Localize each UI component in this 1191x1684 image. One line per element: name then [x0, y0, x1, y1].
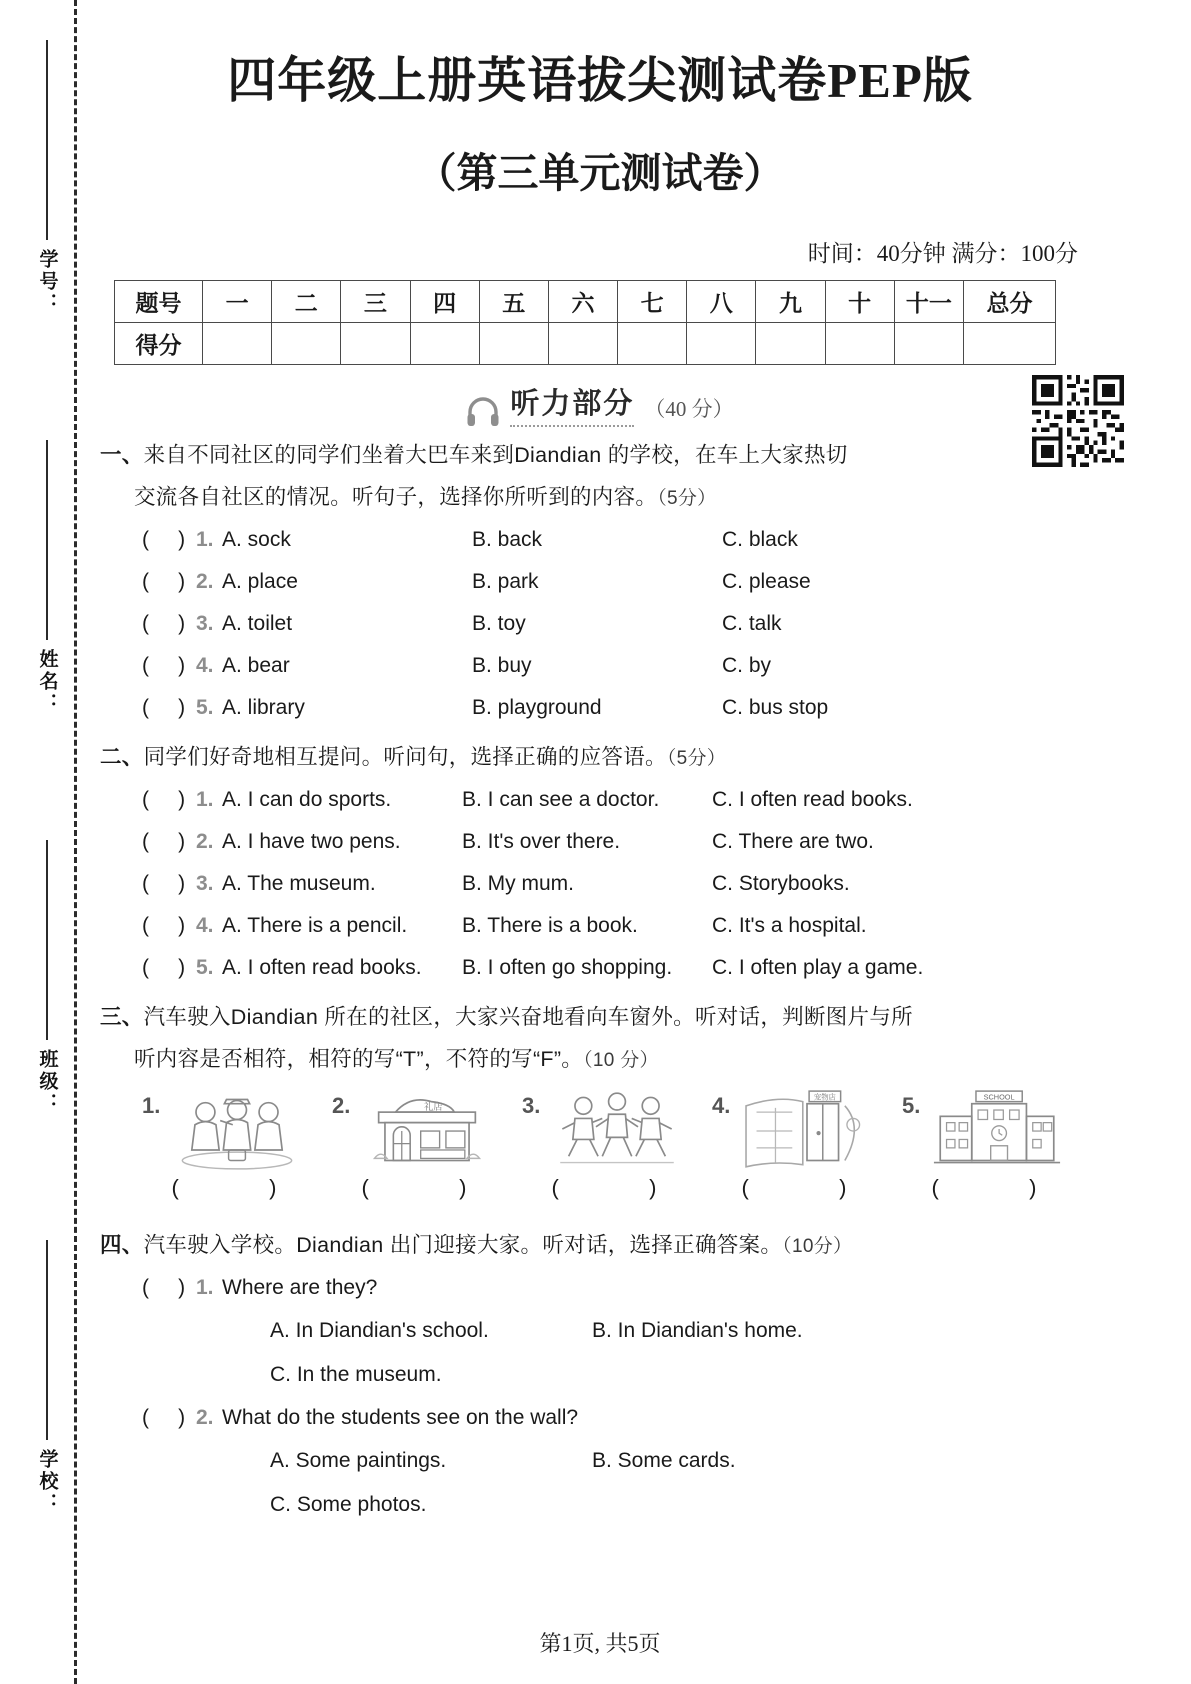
option-c[interactable]: C. by: [722, 653, 772, 677]
headphone-icon: [466, 397, 500, 427]
score-cell-5[interactable]: [479, 323, 548, 365]
answer-bracket[interactable]: ( ): [171, 1174, 303, 1200]
score-table-col-3: 三: [341, 281, 410, 323]
score-table: [114, 280, 1056, 365]
score-table-score-row: [115, 323, 1056, 365]
section-1-text-line2: 交流各自社区的情况。听句子，选择你所听到的内容。: [134, 484, 658, 509]
seal-rule: [46, 1240, 48, 1440]
option-c[interactable]: C. black: [722, 527, 798, 551]
picture-index: 1.: [142, 1092, 161, 1118]
section-1-question-5[interactable]: [100, 687, 1100, 729]
answer-bracket[interactable]: ( ): [142, 955, 186, 979]
score-table-col-9: 九: [756, 281, 825, 323]
option-c[interactable]: C. It's a hospital.: [712, 913, 867, 937]
section-1-question-2[interactable]: [100, 561, 1100, 603]
section-4-text: 汽车驶入学校。Diandian 出门迎接大家。听对话，选择正确答案。: [143, 1232, 783, 1257]
gift-shop-picture: [358, 1089, 496, 1171]
answer-bracket[interactable]: ( ): [142, 787, 186, 811]
section-4-question-2[interactable]: [100, 1397, 1100, 1439]
section-1-points: （5分）: [657, 487, 717, 509]
section-3-text-line1: 汽车驶入Diandian 所在的社区，大家兴奋地看向车窗外。听对话，判断图片与所: [143, 1004, 913, 1029]
listening-section-title: 听力部分: [510, 381, 634, 427]
section-4-points: （10分）: [782, 1235, 853, 1257]
option-b[interactable]: B. There is a book.: [462, 913, 638, 937]
page-title: 四年级上册英语拔尖测试卷PEP版: [227, 53, 973, 108]
exam-page: [100, 0, 1100, 1684]
option-a[interactable]: A. I can do sports.: [222, 787, 392, 811]
option-c[interactable]: C. I often play a game.: [712, 955, 924, 979]
score-cell-2[interactable]: [272, 323, 341, 365]
question-number: 4.: [196, 913, 214, 937]
answer-bracket[interactable]: ( ): [142, 1275, 186, 1299]
school-building-picture: [928, 1089, 1066, 1171]
answer-bracket[interactable]: ( ): [931, 1174, 1063, 1200]
option-a[interactable]: A. I have two pens.: [222, 829, 401, 853]
children-picnic-picture: [168, 1089, 306, 1171]
picture-index: 4.: [712, 1092, 731, 1118]
section-2-question-3[interactable]: [100, 863, 1100, 905]
option-b[interactable]: B. In Diandian's home.: [592, 1318, 803, 1342]
answer-bracket[interactable]: ( ): [142, 913, 186, 937]
option-a[interactable]: A. place: [222, 569, 298, 593]
section-2-number: 二、: [100, 744, 144, 769]
section-2-heading: [100, 737, 1100, 779]
section-2-text: 同学们好奇地相互提问。听问句，选择正确的应答语。: [143, 744, 667, 769]
question-stem: What do the students see on the wall?: [222, 1405, 579, 1429]
option-a[interactable]: A. The museum.: [222, 871, 376, 895]
option-b[interactable]: B. park: [472, 569, 539, 593]
option-c[interactable]: C. Storybooks.: [712, 871, 850, 895]
score-table-col-5: 五: [479, 281, 548, 323]
page-footer: 第1页, 共5页: [539, 1631, 661, 1656]
section-4-question-2-options-row2: [100, 1483, 1100, 1527]
answer-bracket[interactable]: ( ): [361, 1174, 493, 1200]
option-b[interactable]: B. Some cards.: [592, 1448, 736, 1472]
score-table-col-10: 十: [825, 281, 894, 323]
question-number: 3.: [196, 611, 214, 635]
picture-item-4: [712, 1089, 880, 1201]
section-1-question-1[interactable]: [100, 519, 1100, 561]
option-a[interactable]: A. bear: [222, 653, 290, 677]
exam-meta: 时间：40分钟 满分：100分: [807, 241, 1078, 266]
option-a[interactable]: A. toilet: [222, 611, 293, 635]
svg-text:SCHOOL: SCHOOL: [983, 1092, 1015, 1102]
option-a[interactable]: A. library: [222, 695, 305, 719]
option-a[interactable]: A. In Diandian's school.: [270, 1318, 489, 1342]
option-b[interactable]: B. toy: [472, 611, 526, 635]
section-2-question-5[interactable]: [100, 947, 1100, 989]
seal-rule: [46, 440, 48, 640]
score-cell-4[interactable]: [410, 323, 479, 365]
option-c[interactable]: C. Some photos.: [270, 1492, 427, 1516]
score-cell-6[interactable]: [548, 323, 617, 365]
score-cell-9[interactable]: [756, 323, 825, 365]
section-2-question-4[interactable]: [100, 905, 1100, 947]
dashed-cut-line: [74, 0, 77, 1684]
svg-text:礼店: 礼店: [423, 1101, 443, 1113]
score-cell-1[interactable]: [203, 323, 272, 365]
picture-index: 3.: [522, 1092, 541, 1118]
answer-bracket[interactable]: ( ): [142, 611, 186, 635]
listening-section-score: （40 分）: [644, 397, 734, 421]
option-b[interactable]: B. buy: [472, 653, 532, 677]
picture-index: 2.: [332, 1092, 351, 1118]
option-c[interactable]: C. bus stop: [722, 695, 829, 719]
section-1-question-4[interactable]: [100, 645, 1100, 687]
score-table-header-row: [115, 281, 1056, 323]
question-number: 2.: [196, 569, 214, 593]
option-c[interactable]: C. I often read books.: [712, 787, 913, 811]
section-4-question-1-options-row1: [100, 1309, 1100, 1353]
option-c[interactable]: C. please: [722, 569, 811, 593]
answer-bracket[interactable]: ( ): [142, 653, 186, 677]
question-number: 1.: [196, 527, 214, 551]
score-table-col-1: 一: [203, 281, 272, 323]
score-table-col-11: 十一: [894, 281, 963, 323]
listening-banner: [100, 381, 1100, 427]
picture-item-1: [142, 1089, 310, 1201]
answer-bracket[interactable]: ( ): [142, 1405, 186, 1429]
seal-rule: [46, 40, 48, 240]
question-number: 1.: [196, 787, 214, 811]
question-number: 4.: [196, 653, 214, 677]
score-cell-3[interactable]: [341, 323, 410, 365]
score-cell-total[interactable]: [964, 323, 1056, 365]
section-3-points: （10 分）: [583, 1049, 659, 1071]
picture-item-2: [332, 1089, 500, 1201]
option-a[interactable]: A. sock: [222, 527, 291, 551]
seal-block-xuexiao: [30, 1240, 64, 1524]
option-c[interactable]: C. In the museum.: [270, 1362, 442, 1386]
answer-bracket[interactable]: ( ): [142, 527, 186, 551]
seal-rule: [46, 840, 48, 1040]
seal-label-student-id: 学号：: [36, 249, 58, 315]
answer-bracket[interactable]: ( ): [741, 1174, 873, 1200]
answer-bracket[interactable]: ( ): [551, 1174, 683, 1200]
score-table-col-8: 八: [687, 281, 756, 323]
section-4-number: 四、: [100, 1232, 144, 1257]
option-a[interactable]: A. Some paintings.: [270, 1448, 447, 1472]
answer-bracket[interactable]: ( ): [142, 569, 186, 593]
picture-index: 5.: [902, 1092, 921, 1118]
score-table-row-label-2: 得分: [115, 323, 203, 365]
section-2-question-2[interactable]: [100, 821, 1100, 863]
answer-bracket[interactable]: ( ): [142, 695, 186, 719]
question-number: 2.: [196, 1405, 214, 1429]
section-4-question-1-options-row2: [100, 1353, 1100, 1397]
pet-shop-picture: [738, 1089, 876, 1171]
seal-block-xuehao: [30, 40, 64, 324]
option-a[interactable]: A. I often read books.: [222, 955, 422, 979]
option-a[interactable]: A. There is a pencil.: [222, 913, 408, 937]
section-3-text-line2: 听内容是否相符，相符的写“T”，不符的写“F”。: [134, 1046, 584, 1071]
score-table-col-7: 七: [618, 281, 687, 323]
section-1-question-3[interactable]: [100, 603, 1100, 645]
picture-item-3: [522, 1089, 690, 1201]
people-taichi-picture: [548, 1089, 686, 1171]
option-b[interactable]: B. I can see a doctor.: [462, 787, 660, 811]
score-table-col-2: 二: [272, 281, 341, 323]
section-1-number: 一、: [100, 443, 144, 467]
svg-text:宠物店: 宠物店: [813, 1092, 836, 1102]
section-2-question-1[interactable]: [100, 779, 1100, 821]
section-3-picture-row: [100, 1081, 1100, 1201]
question-number: 5.: [196, 695, 214, 719]
score-table-row-label: 题号: [115, 281, 203, 323]
score-cell-8[interactable]: [687, 323, 756, 365]
section-3-heading: [100, 997, 1100, 1081]
question-number: 5.: [196, 955, 214, 979]
option-b[interactable]: B. It's over there.: [462, 829, 621, 853]
section-4-question-2-options-row1: [100, 1439, 1100, 1483]
option-c[interactable]: C. talk: [722, 611, 782, 635]
option-c[interactable]: C. There are two.: [712, 829, 874, 853]
section-2-points: （5分）: [666, 747, 727, 769]
score-table-col-4: 四: [410, 281, 479, 323]
seal-label-name: 姓名：: [36, 649, 58, 715]
score-cell-10[interactable]: [825, 323, 894, 365]
question-number: 3.: [196, 871, 214, 895]
section-3-number: 三、: [100, 1004, 144, 1029]
seal-block-xingming: [30, 440, 64, 724]
question-stem: Where are they?: [222, 1275, 378, 1299]
answer-bracket[interactable]: ( ): [142, 871, 186, 895]
answer-bracket[interactable]: ( ): [142, 829, 186, 853]
answer-sheet-margin: [0, 0, 88, 1684]
seal-label-school: 学校：: [36, 1449, 58, 1515]
qr-code-icon[interactable]: [1032, 375, 1124, 467]
seal-label-class: 班级：: [36, 1049, 58, 1115]
score-table-col-6: 六: [548, 281, 617, 323]
section-4-question-1[interactable]: [100, 1267, 1100, 1309]
section-1-heading: [100, 435, 1100, 519]
option-b[interactable]: B. My mum.: [462, 871, 575, 895]
question-number: 1.: [196, 1275, 214, 1299]
section-4-heading: [100, 1225, 1100, 1267]
seal-block-banji: [30, 840, 64, 1124]
option-b[interactable]: B. back: [472, 527, 543, 551]
option-b[interactable]: B. playground: [472, 695, 602, 719]
picture-item-5: [902, 1089, 1070, 1201]
score-cell-11[interactable]: [894, 323, 963, 365]
score-cell-7[interactable]: [618, 323, 687, 365]
page-subtitle: （第三单元测试卷）: [415, 150, 785, 196]
question-number: 2.: [196, 829, 214, 853]
score-table-total-header: 总分: [964, 281, 1056, 323]
section-1-text-line1: 来自不同社区的同学们坐着大巴车来到Diandian 的学校，在车上大家热切: [143, 443, 848, 467]
option-b[interactable]: B. I often go shopping.: [462, 955, 673, 979]
